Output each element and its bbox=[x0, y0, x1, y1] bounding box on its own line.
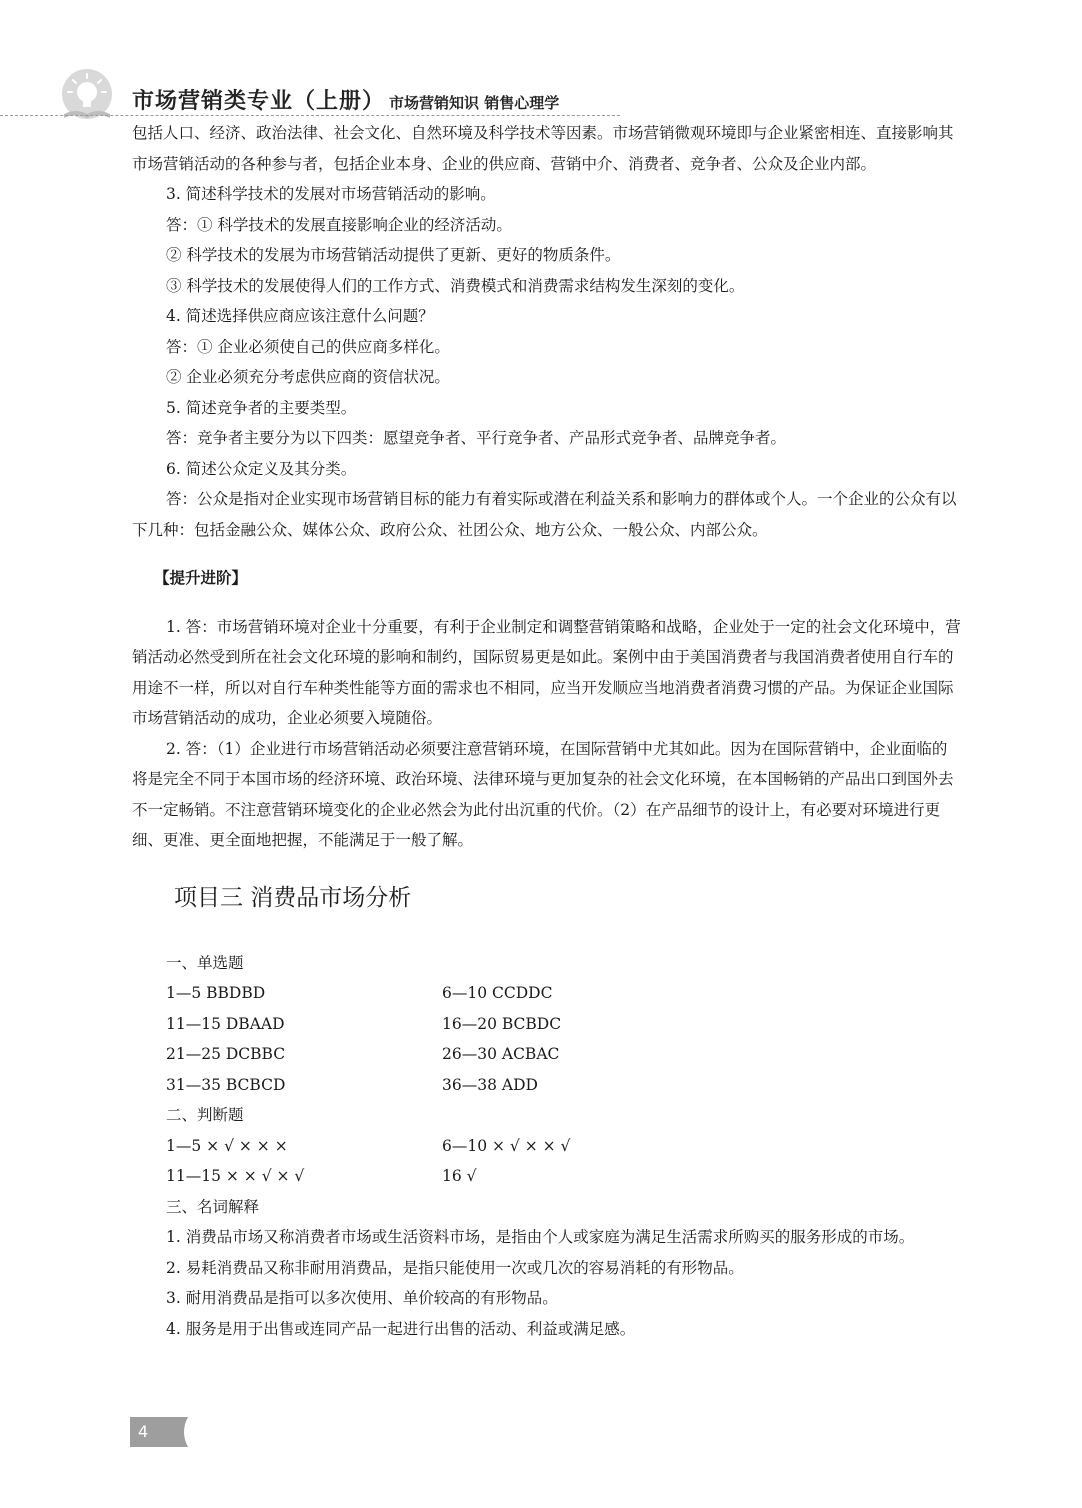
paragraph-environment-factors: 包括人口、经济、政治法律、社会文化、自然环境及科学技术等因素。市场营销微观环境即与企业紧密相连、直接影响其市场营销活动的各种参与者，包括企业本身、企业的供应商、营销中介、消费者、竞争者、公众及企业内部。 bbox=[132, 124, 954, 173]
answer-6: 答：公众是指对企业实现市场营销目标的能力有着实际或潜在利益关系和影响力的群体或个人。一个企业的公众有以下几种：包括金融公众、媒体公众、政府公众、社团公众、地方公众、一般公众、内部公众。 bbox=[132, 490, 957, 539]
answer-row: 1—5 × √ × × × 6—10 × √ × × √ bbox=[166, 1136, 571, 1155]
lightbulb-book-icon bbox=[58, 68, 116, 126]
answer-row: 1—5 BBDBD 6—10 CCDDC bbox=[166, 984, 553, 1002]
header-divider bbox=[0, 115, 620, 116]
term-definition-3: 3. 耐用消费品是指可以多次使用、单价较高的有形物品。 bbox=[166, 1289, 558, 1307]
true-false-heading: 二、判断题 bbox=[166, 1106, 244, 1124]
advanced-answer-2: 2. 答：（1）企业进行市场营销活动必须要注意营销环境，在国际营销中尤其如此。因为在国际营销中，企业面临的将是完全不同于本国市场的经济环境、政治环境、法律环境与更加复杂的社会文化环境，在本国畅销的产品出口到国外去不一定畅销。不注意营销环境变化的企业必然会为此付出沉重的代价。（2）在产品细节的设计上，有必要对环境进行更细、更准、更全面地把握，不能满足于一般了解。 bbox=[132, 739, 954, 849]
book-subtitle: 市场营销知识 销售心理学 bbox=[389, 94, 560, 112]
project-three-title: 项目三 消费品市场分析 bbox=[174, 884, 412, 911]
header-title bbox=[132, 84, 559, 115]
question-5: 5. 简述竞争者的主要类型。 bbox=[166, 398, 357, 417]
answer-4-item-1: 答：① 企业必须使自己的供应商多样化。 bbox=[166, 337, 450, 356]
page-content bbox=[132, 118, 962, 1344]
term-definitions-heading: 三、名词解释 bbox=[166, 1197, 260, 1216]
answer-row: 21—25 DCBBC 26—30 ACBAC bbox=[166, 1045, 560, 1063]
answer-row: 11—15 × × √ × √ 16 √ bbox=[166, 1167, 477, 1185]
single-choice-heading: 一、单选题 bbox=[166, 953, 244, 972]
page-number bbox=[130, 1417, 188, 1447]
answer-4-item-2: ② 企业必须充分考虑供应商的资信状况。 bbox=[166, 368, 450, 386]
advanced-answer-1: 1. 答：市场营销环境对企业十分重要，有利于企业制定和调整营销策略和战略，企业处于一定的社会文化环境中，营销活动必然受到所在社会文化环境的影响和制约，国际贸易更是如此。案例中由于美国消费者与我国消费者使用自行车的用途不一样，所以对自行车种类性能等方面的需求也不相同，应当开发顺应当地消费者消费习惯的产品。为保证企业国际市场营销活动的成功，企业必须要入境随俗。 bbox=[132, 617, 961, 727]
answer-3-item-3: ③ 科学技术的发展使得人们的工作方式、消费模式和消费需求结构发生深刻的变化。 bbox=[166, 276, 745, 295]
answer-5: 答：竞争者主要分为以下四类：愿望竞争者、平行竞争者、产品形式竞争者、品牌竞争者。 bbox=[166, 429, 787, 447]
question-3: 3. 简述科学技术的发展对市场营销活动的影响。 bbox=[166, 185, 496, 203]
book-title: 市场营销类专业（上册） bbox=[132, 89, 386, 114]
page-number-text: 4 bbox=[138, 1422, 149, 1441]
answer-row: 11—15 DBAAD 16—20 BCBDC bbox=[166, 1014, 562, 1033]
question-4: 4. 简述选择供应商应该注意什么问题？ bbox=[166, 307, 434, 325]
answer-3-item-2: ② 科学技术的发展为市场营销活动提供了更新、更好的物质条件。 bbox=[166, 246, 621, 264]
advanced-section-title: 【提升进阶】 bbox=[154, 568, 248, 587]
answer-3-item-1: 答：① 科学技术的发展直接影响企业的经济活动。 bbox=[166, 215, 512, 234]
term-definition-1: 1. 消费品市场又称消费者市场或生活资料市场，是指由个人或家庭为满足生活需求所购买的服务形成的市场。 bbox=[166, 1228, 915, 1246]
answer-row: 31—35 BCBCD 36—38 ADD bbox=[166, 1075, 538, 1094]
question-6: 6. 简述公众定义及其分类。 bbox=[166, 459, 357, 478]
term-definition-2: 2. 易耗消费品又称非耐用消费品，是指只能使用一次或几次的容易消耗的有形物品。 bbox=[166, 1258, 744, 1277]
term-definition-4: 4. 服务是用于出售或连同产品一起进行出售的活动、利益或满足感。 bbox=[166, 1319, 636, 1338]
